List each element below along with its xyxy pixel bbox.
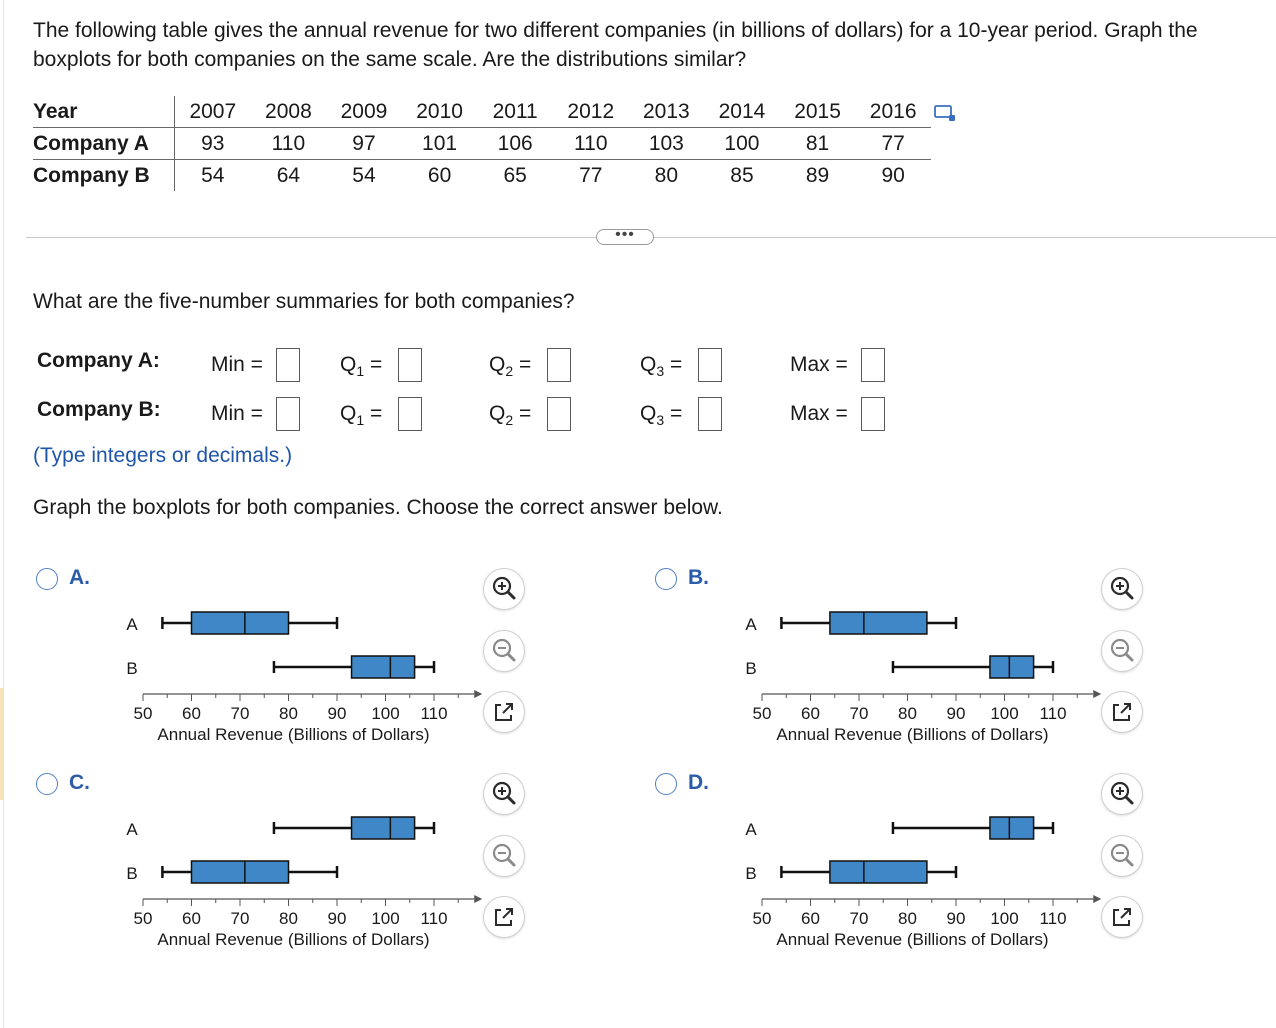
max-label: Max = xyxy=(790,353,848,376)
zoom-out-icon[interactable] xyxy=(1102,836,1142,876)
x-tick-label: 50 xyxy=(133,704,153,723)
table-cell: 65 xyxy=(503,163,527,187)
x-tick-label: 70 xyxy=(230,704,250,723)
table-cell: 103 xyxy=(629,128,705,160)
x-tick-label: 100 xyxy=(990,909,1019,928)
x-axis-label: Annual Revenue (Billions of Dollars) xyxy=(157,930,430,949)
x-axis-arrow xyxy=(474,895,482,903)
iqr-box xyxy=(990,656,1034,678)
row-header: Company B xyxy=(33,160,175,192)
table-cell: 110 xyxy=(251,128,327,160)
option-a-boxplot xyxy=(120,600,470,790)
table-cell: 110 xyxy=(553,128,629,160)
x-tick-label: 60 xyxy=(801,704,820,723)
iqr-box xyxy=(192,612,289,634)
table-cell: 54 xyxy=(352,163,376,187)
iqr-box xyxy=(192,861,289,883)
table-cell: 77 xyxy=(855,128,931,160)
option-c-radio[interactable] xyxy=(36,773,58,795)
x-tick-label: 60 xyxy=(801,909,820,928)
option-c-boxplot xyxy=(120,805,470,995)
open-in-new-window-icon[interactable] xyxy=(484,897,524,937)
x-tick-label: 110 xyxy=(420,909,448,928)
table-cell: 80 xyxy=(654,163,679,187)
x-tick-label: 110 xyxy=(1039,704,1067,723)
table-cell: 2011 xyxy=(477,96,553,128)
table-cell: 77 xyxy=(579,163,603,187)
x-tick-label: 100 xyxy=(371,909,400,928)
x-axis-label: Annual Revenue (Billions of Dollars) xyxy=(776,930,1049,949)
x-tick-label: 80 xyxy=(898,909,917,928)
q3-label: $Q_3$ = xyxy=(640,353,683,380)
company-a-max-input[interactable] xyxy=(861,348,885,382)
table-cell: 2014 xyxy=(704,96,780,128)
company-b-label: Company B: xyxy=(37,398,161,421)
x-tick-label: 60 xyxy=(182,704,201,723)
open-in-new-window-icon[interactable] xyxy=(484,692,524,732)
graph-prompt: Graph the boxplots for both companies. Choose the correct answer below. xyxy=(33,496,723,519)
option-a-radio[interactable] xyxy=(36,568,58,590)
q3-label: $Q_3$ = xyxy=(640,402,683,429)
option-c-label[interactable]: C. xyxy=(69,771,90,794)
x-tick-label: 60 xyxy=(182,909,201,928)
open-in-new-window-icon[interactable] xyxy=(1102,692,1142,732)
table-cell: 2015 xyxy=(780,96,856,128)
q2-label: $Q_2$ = xyxy=(489,353,532,380)
zoom-out-icon[interactable] xyxy=(1102,631,1142,671)
revenue-table xyxy=(33,96,931,191)
company-b-max-input[interactable] xyxy=(861,397,885,431)
table-cell: 60 xyxy=(427,163,452,187)
table-cell: 54 xyxy=(201,163,225,187)
year-header: Year xyxy=(33,96,175,128)
company-b-q3-input[interactable] xyxy=(698,397,722,431)
x-axis-arrow xyxy=(474,690,482,698)
left-border xyxy=(3,0,4,1028)
left-accent-bar xyxy=(0,688,4,800)
company-a-q1-input[interactable] xyxy=(398,348,422,382)
table-cell: 97 xyxy=(326,128,402,160)
series-label: A xyxy=(745,615,757,634)
x-tick-label: 80 xyxy=(898,704,917,723)
series-label: A xyxy=(126,615,138,634)
x-tick-label: 100 xyxy=(990,704,1019,723)
option-b-radio[interactable] xyxy=(655,568,677,590)
option-d-radio[interactable] xyxy=(655,773,677,795)
option-d-boxplot xyxy=(739,805,1089,995)
company-b-q1-input[interactable] xyxy=(398,397,422,431)
x-tick-label: 70 xyxy=(849,704,869,723)
table-cell: 2012 xyxy=(553,96,629,128)
max-label: Max = xyxy=(790,402,848,425)
x-tick-label: 90 xyxy=(327,909,347,928)
q1-label: $Q_1$ = xyxy=(340,402,383,429)
q2-label: $Q_2$ = xyxy=(489,402,532,429)
min-label: Min = xyxy=(211,402,263,425)
series-label: A xyxy=(745,820,757,839)
zoom-in-icon[interactable] xyxy=(1102,569,1142,609)
company-b-min-input[interactable] xyxy=(276,397,300,431)
x-axis-label: Annual Revenue (Billions of Dollars) xyxy=(157,725,430,744)
company-a-label: Company A: xyxy=(37,349,160,372)
row-header: Company A xyxy=(33,128,175,160)
zoom-out-icon[interactable] xyxy=(484,631,524,671)
x-tick-label: 50 xyxy=(752,704,772,723)
x-tick-label: 50 xyxy=(133,909,153,928)
x-tick-label: 90 xyxy=(327,704,347,723)
company-a-q3-input[interactable] xyxy=(698,348,722,382)
table-cell: 81 xyxy=(780,128,856,160)
x-tick-label: 90 xyxy=(946,704,966,723)
zoom-in-icon[interactable] xyxy=(484,774,524,814)
x-tick-label: 80 xyxy=(279,704,298,723)
iqr-box xyxy=(352,817,415,839)
table-cell: 85 xyxy=(730,163,754,187)
company-a-min-input[interactable] xyxy=(276,348,300,382)
table-cell: 2009 xyxy=(326,96,402,128)
series-label: B xyxy=(745,864,757,883)
copy-icon[interactable] xyxy=(933,104,957,124)
table-cell: 64 xyxy=(276,163,301,187)
table-cell: 89 xyxy=(805,163,830,187)
more-button[interactable]: ••• xyxy=(596,229,654,245)
min-label: Min = xyxy=(211,353,263,376)
table-header-row xyxy=(33,96,931,128)
series-label: B xyxy=(126,659,138,678)
table-cell: 93 xyxy=(175,128,251,160)
option-a-label[interactable]: A. xyxy=(69,566,90,589)
q1-label: $Q_1$ = xyxy=(340,353,383,380)
x-tick-label: 70 xyxy=(230,909,250,928)
x-tick-label: 50 xyxy=(752,909,772,928)
x-axis-label: Annual Revenue (Billions of Dollars) xyxy=(776,725,1049,744)
company-b-q2-input[interactable] xyxy=(547,397,571,431)
iqr-box xyxy=(830,612,927,634)
table-row xyxy=(33,128,931,160)
option-b-boxplot xyxy=(739,600,1089,790)
question-text: The following table gives the annual revenue for two different companies (in billions of dollars) for a 10-year period. Graph the boxplots for both companies on the same scale. Are the distributions similar? xyxy=(33,19,1198,71)
table-cell: 2007 xyxy=(175,96,251,128)
table-cell: 2013 xyxy=(629,96,705,128)
x-axis-arrow xyxy=(1093,690,1101,698)
company-a-q2-input[interactable] xyxy=(547,348,571,382)
option-b-label[interactable]: B. xyxy=(688,566,709,589)
table-cell: 2016 xyxy=(855,96,931,128)
x-axis-arrow xyxy=(1093,895,1101,903)
table-cell: 100 xyxy=(704,128,780,160)
x-tick-label: 90 xyxy=(946,909,966,928)
iqr-box xyxy=(352,656,415,678)
table-cell: 2008 xyxy=(251,96,327,128)
zoom-out-icon[interactable] xyxy=(484,836,524,876)
series-label: A xyxy=(126,820,138,839)
table-cell: 90 xyxy=(881,163,905,187)
x-tick-label: 70 xyxy=(849,909,869,928)
table-cell: 106 xyxy=(477,128,553,160)
table-row xyxy=(33,160,931,192)
five-number-prompt: What are the five-number summaries for both companies? xyxy=(33,290,575,313)
zoom-in-icon[interactable] xyxy=(484,569,524,609)
iqr-box xyxy=(830,861,927,883)
series-label: B xyxy=(126,864,138,883)
x-tick-label: 110 xyxy=(420,704,448,723)
table-cell: 101 xyxy=(402,128,478,160)
zoom-in-icon[interactable] xyxy=(1102,774,1142,814)
input-format-note: (Type integers or decimals.) xyxy=(33,444,293,467)
series-label: B xyxy=(745,659,757,678)
x-tick-label: 100 xyxy=(371,704,400,723)
open-in-new-window-icon[interactable] xyxy=(1102,897,1142,937)
x-tick-label: 110 xyxy=(1039,909,1067,928)
iqr-box xyxy=(990,817,1034,839)
x-tick-label: 80 xyxy=(279,909,298,928)
option-d-label[interactable]: D. xyxy=(688,771,709,794)
table-cell: 2010 xyxy=(402,96,478,128)
